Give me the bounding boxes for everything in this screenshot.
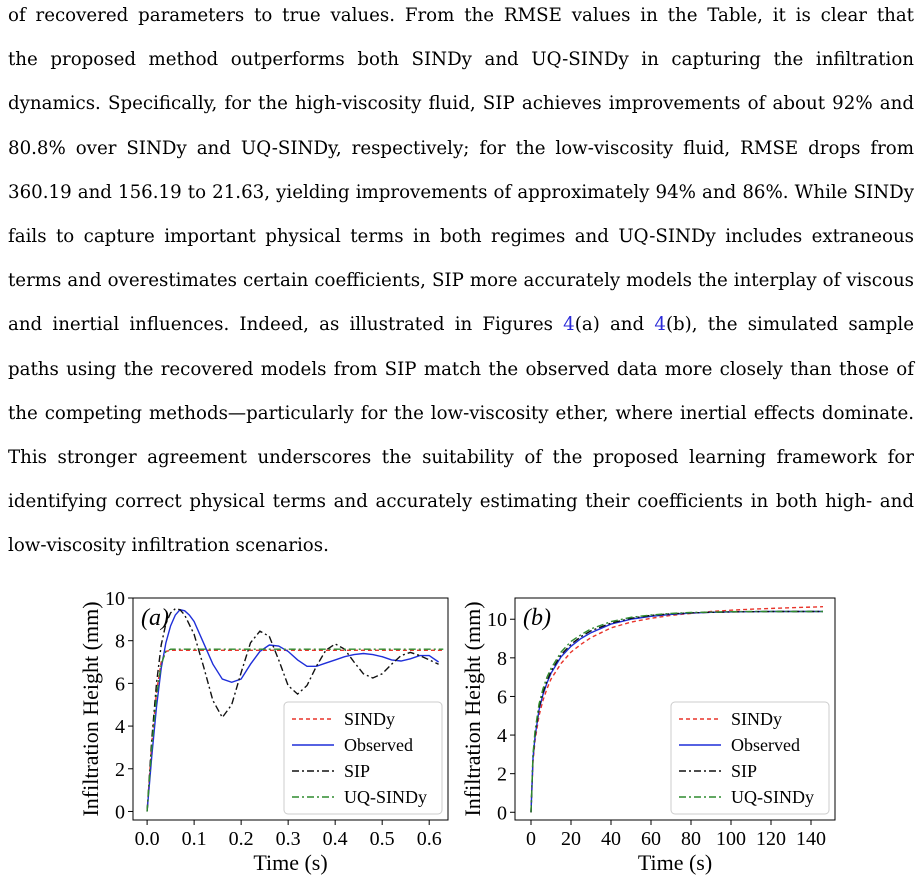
y-axis-label: Infiltration Height (mm)	[78, 601, 103, 817]
body-paragraph	[8, 0, 914, 568]
y-tick-label: 4	[115, 716, 125, 739]
text-line: 80.8% over SINDy and UQ-SINDy, respectively; for the low-viscosity fluid, RMSE drops from	[8, 137, 914, 159]
x-tick-label: 0.5	[369, 828, 395, 850]
x-tick-label: 80	[681, 828, 701, 850]
y-tick-label: 8	[115, 630, 125, 653]
x-tick-label: 0.2	[228, 828, 254, 850]
y-tick-label: 8	[497, 647, 507, 670]
text-line: 360.19 and 156.19 to 21.63, yielding improvements of approximately 94% and 86%. While SINDy	[8, 181, 914, 203]
x-axis-label: Time (s)	[637, 850, 713, 875]
x-tick-label: 0.3	[275, 828, 301, 850]
text-segment: (a) and	[574, 314, 655, 336]
y-tick-label: 6	[497, 686, 507, 709]
x-tick-label: 0.1	[181, 828, 207, 850]
text-segment: and inertial influences. Indeed, as illustrated in Figures	[8, 314, 564, 336]
y-axis-label: Infiltration Height (mm)	[460, 601, 485, 817]
panel-label: (b)	[523, 605, 551, 631]
figure-ref-link[interactable]: 4	[654, 314, 666, 336]
legend-label: SINDy	[344, 709, 396, 729]
text-line: terms and overestimates certain coefficients, SIP more accurately models the interplay of viscous	[8, 270, 914, 292]
text-line: of recovered parameters to true values. From the RMSE values in the Table, it is clear that	[8, 5, 914, 26]
y-tick-label: 4	[497, 725, 507, 748]
y-tick-label: 0	[497, 802, 507, 825]
x-tick-label: 20	[561, 828, 581, 850]
panel-label: (a)	[141, 605, 169, 631]
y-tick-label: 10	[105, 590, 125, 610]
text-line: paths using the recovered models from SIP match the observed data more closely than those of	[8, 358, 914, 380]
x-tick-label: 140	[796, 828, 826, 850]
y-tick-label: 2	[497, 763, 507, 786]
x-tick-label: 60	[641, 828, 661, 850]
x-tick-label: 40	[601, 828, 621, 850]
figure-panel-a	[78, 590, 458, 880]
text-line: identifying correct physical terms and accurately estimating their coefficients in both high- and	[8, 491, 914, 513]
x-tick-label: 0.6	[416, 828, 442, 850]
text-line: fails to capture important physical terms in both regimes and UQ-SINDy includes extraneous	[8, 225, 914, 247]
y-tick-label: 6	[115, 673, 125, 696]
x-tick-label: 100	[716, 828, 746, 850]
text-line: dynamics. Specifically, for the high-viscosity fluid, SIP achieves improvements of about 92% and	[8, 93, 914, 115]
figure-ref-link[interactable]: 4	[563, 314, 575, 336]
legend-label: UQ-SINDy	[731, 787, 814, 807]
text-line: low-viscosity infiltration scenarios.	[8, 535, 329, 557]
y-tick-label: 2	[115, 758, 125, 781]
text-line: the proposed method outperforms both SINDy and UQ-SINDy in capturing the infiltration	[8, 49, 914, 71]
legend-label: Observed	[731, 735, 800, 755]
x-tick-label: 0	[526, 828, 536, 850]
text-line: This stronger agreement underscores the suitability of the proposed learning framework for	[8, 446, 914, 468]
x-tick-label: 0.0	[134, 828, 160, 850]
legend-label: SIP	[731, 761, 758, 781]
y-tick-label: 10	[487, 609, 507, 632]
x-tick-label: 0.4	[322, 828, 348, 850]
figure-panel-b	[460, 590, 844, 880]
text-line: the competing methods—particularly for the low-viscosity ether, where inertial effects dominate.	[8, 402, 914, 424]
text-segment: (b), the simulated sample	[665, 314, 915, 336]
legend-label: Observed	[344, 735, 413, 755]
legend-label: UQ-SINDy	[344, 787, 427, 807]
legend-label: SINDy	[731, 709, 783, 729]
text-line	[8, 303, 914, 347]
legend-label: SIP	[344, 761, 371, 781]
x-tick-label: 120	[756, 828, 786, 850]
y-tick-label: 0	[115, 801, 125, 824]
x-axis-label: Time (s)	[253, 850, 328, 875]
